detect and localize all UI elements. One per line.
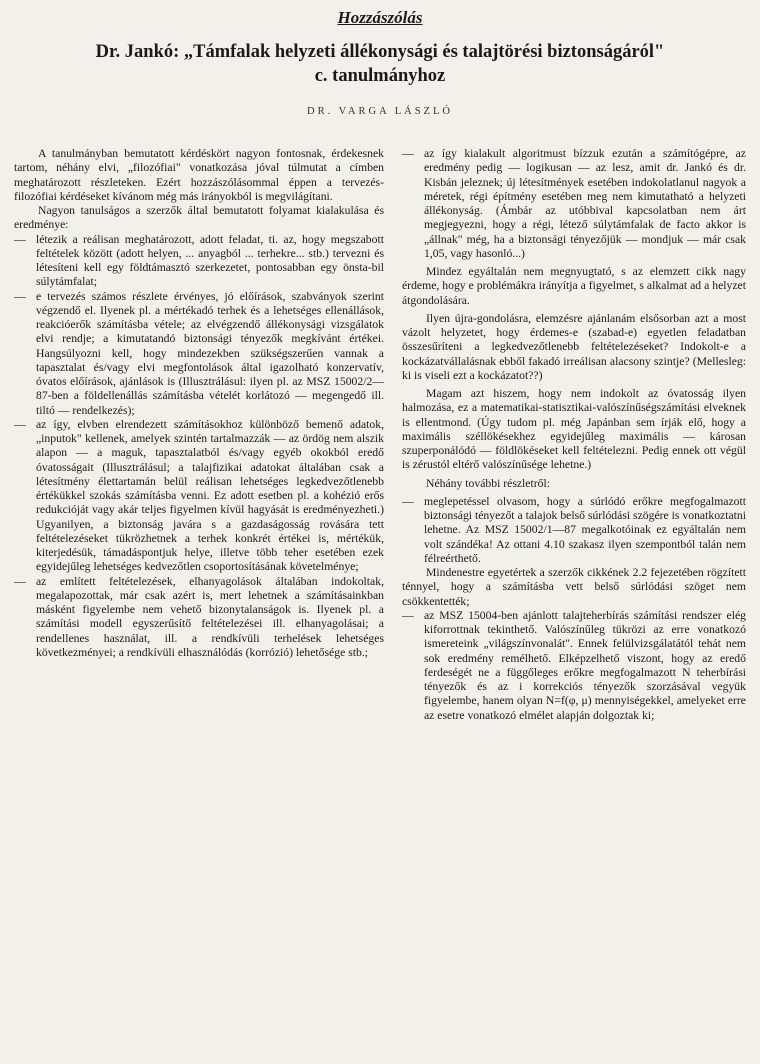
left-column [14,147,384,723]
paragraph: Mindez egyáltalán nem megnyugtató, s az elemzett cikk nagy érdeme, hogy e problémákra irányítja a figyelmet, s alkalmat ad a helyzet átgondolására. [402,265,746,307]
paragraph: Magam azt hiszem, hogy nem indokolt az óvatosság ilyen halmozása, ez a matematikai-statisztikai-valószínűségszámítási elveknek is ellentmond. (Úgy tudom pl. még Japánban sem írják elő, hogy a maximális széllökésekhez egyidejűleg maximális — károsan szuperponálódó — földlökéseket kell feltételezni. Pedig ennek ott végül is zérustól eltérő valószínűsége lehetne.) [402,387,746,472]
dash-list-item: — e tervezés számos részlete érvényes, jó előírások, szabványok szerint végzendő el. Ilyenek pl. a mértékadó terhek és a lehetséges ellenállások, reakcióerők számításba vétele; az elvégzendő állékonysági vizsgálatok elvi rendje; a kimutatandó biztonsági tényezők megkívánt értékei. Hangsúlyozni kell, hogy mindezekben szükségszerűen vannak a tapasztalat és/vagy elvi megfontolások által igazolható konzervatív, óvatos előírások, ajánlások is (Illusztrálásul: ilyen pl. az MSZ 15002/2—87-ben a földellenállás számításba vételét korlátozó — megengedő ill. tiltó — rendelkezés); [14,290,384,418]
paragraph: Ilyen újra-gondolásra, elemzésre ajánlanám elsősorban azt a most vázolt helyzetet, hogy érdemes-e (szabad-e) egyetlen feladatban összesűríteni a legkedvezőtlenebb feltételezéseket? Indokolt-e a kockázatvállalásnak ebből fakadó irreálisan alacsony szintje? (Mellesleg: ki is viseli ezt a kockázatot??) [402,311,746,382]
text-columns [14,147,746,723]
dash-list-item: — az MSZ 15004-ben ajánlott talajteherbírás számítási rendszer elég kiforrottnak tekinthető. Valószínűleg tükrözi az erre vonatkozó ismereteink „világszínvonalát". Ennek felülvizsgálatától tehát nem sok eredmény remélhető. Elképzelhető viszont, hogy az eredő ferdeségét ne a függőleges erőkre megfogalmazott N teherbírási tényezők és az i korrekciós tényezők szorzásával vegyük figyelembe, hanem olyan N=f(φ, μ) mennyiségekkel, amelyeket erre az esetre vonatkozó elmélet alapján dolgoztak ki; [402,609,746,723]
article-title [14,40,746,88]
paragraph: Mindenestre egyetértek a szerzők cikkének 2.2 fejezetében rögzített ténnyel, hogy a számításba vett belső súrlódási szöget nem csökkentették; [402,566,746,608]
dash-list-item: — meglepetéssel olvasom, hogy a súrlódó erőkre megfogalmazott biztonsági tényezőt a talajok belső súrlódási szögére is vonatkoztatni lehetne. Az MSZ 15002/1—87 megalkotóinak ez egyáltalán nem volt szándéka! Az ottani 4.10 szakasz ilyen szempontból talán nem félreérthető. [402,495,746,566]
dash-list-item: — az említett feltételezések, elhanyagolások általában indokoltak, megalapozottak, már csak azért is, mert lehetnek a számításainkban másként figyelembe nem vehető bizonytalanságok is. Ilyenek pl. a számítási modell egyszerűsítő feltételezései ill. elhanyagolásai; a rendellenes használat, ill. a rendkívüli terhelések lehetséges következményei; a rendkívüli elhasználódás (korrózió) lehetősége stb.; [14,575,384,661]
dash-list-item: — az így, elvben elrendezett számításokhoz különböző bemenő adatok, „inputok" kellenek, amelyek szintén tartalmazzák — az ördög nem alszik alapon — a maguk, tapasztalatból és/vagy egyéb okokból eredő óvatosságait (Illusztrálásul; a talajfizikai adatokat általában csak a létesítmény élettartamán belül reálisan lehetséges legkedvezőtlenebb értékükkel szokás számításba venni. Ez adott esetben pl. a kohézió erős redukcióját vagy akár teljes figyelmen kívül hagyását is eredményezheti.) Ugyanilyen, a biztonság javára s a gazdaságosság rovására tett feltételezéseket tükrözhetnek a terhek konkrét értékei is, mértékük, kiterjedésük, támadáspontjuk helye, illetve több teher esetében ezek egyidejűleg lehetséges kedvezőtlen csoportosításának követelménye; [14,418,384,575]
paragraph: Nagyon tanulságos a szerzők által bemutatott folyamat kialakulása és eredménye: [14,204,384,232]
author-name: DR. VARGA LÁSZLÓ [307,106,453,117]
section-heading: Hozzászólás [337,8,423,27]
article-title-line-1: Dr. Jankó: „Támfalak helyzeti állékonysági és talajtörési biztonságáról" [95,42,665,62]
article-title-line-2: c. tanulmányhoz [314,66,446,86]
paragraph: A tanulmányban bemutatott kérdéskört nagyon fontosnak, érdekesnek tartom, néhány elvi, „filozófiai" vonatkozása jóval túlmutat a címben meghatározott részleteken. Ezért hozzászólásommal éppen a tervezés-filozófiai kérdéseket kívánom még más irányokból is megvilágítani. [14,147,384,203]
dash-list-item: — az így kialakult algoritmust bízzuk ezután a számítógépre, az eredmény pedig — logikusan — az lesz, amit dr. Jankó és dr. Kisbán jeleznek; új létesítmények esetében indokolatlanul nagyok a méretek, régi építmény esetében meg nem kimutatható a helyzeti állékonyság. (Ámbár az utóbbival kapcsolatban nem árt megjegyezni, hogy a régi, létező súlytámfalak de facto akkor is „állnak" még, ha a biztonsági tényezőjük — mondjuk — már csak 1,05, vagy hasonló...) [402,147,746,261]
paragraph: Néhány további részletről: [426,476,550,490]
right-column [402,147,746,723]
dash-list-item: — létezik a reálisan meghatározott, adott feladat, ti. az, hogy megszabott feltételek között (adott helyen, ... anyagból ... terhekre... stb.) tervezni és létesíteni kell egy földtámasztó szerkezetet, pontosabban egy önsta-bil súlytámfalat; [14,233,384,290]
